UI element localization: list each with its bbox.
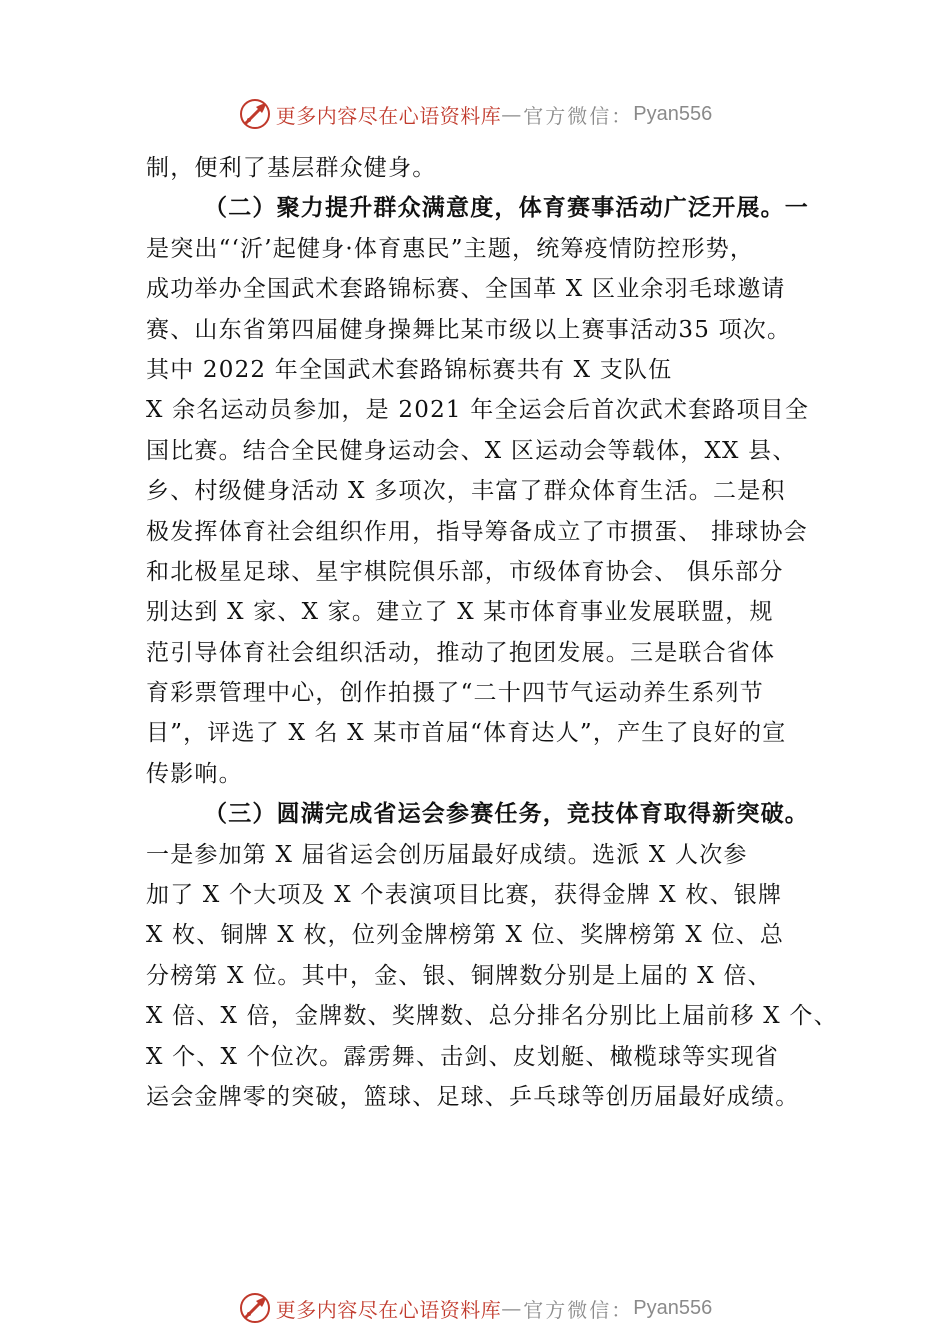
text-line: 分榜第 X 位。其中，金、银、铜牌数分别是上届的 X 倍、 (146, 962, 772, 989)
text-line: 运会金牌零的突破，篮球、足球、乒乓球等创历届最好成绩。 (146, 1083, 800, 1110)
text-line: 和北极星足球、星宇棋院俱乐部，市级体育协会、 俱乐部分 (146, 558, 784, 585)
text-line: 国比赛。结合全民健身运动会、X 区运动会等载体，XX 县、 (146, 437, 797, 464)
text-line: 是突出“‘沂’起健身·体育惠民”主题，统筹疫情防控形势， (146, 235, 755, 262)
banner-wechat-id: Pyan556 (633, 102, 713, 125)
text-line: 赛、山东省第四届健身操舞比某市级以上赛事活动35 项次。 (146, 316, 792, 343)
banner-red-text: 更多内容尽在心语资料库 (275, 1297, 502, 1322)
text-line: 传影响。 (146, 760, 243, 787)
text-line: （二）聚力提升群众满意度，体育赛事活动广泛开展。一 (204, 194, 809, 222)
banner-dash: — (501, 102, 524, 126)
text-line: 目”，评选了 X 名 X 某市首届“体育达人”，产生了良好的宣 (146, 720, 787, 747)
banner-red-text: 更多内容尽在心语资料库 (275, 103, 502, 128)
text-line: X 枚、铜牌 X 枚，位列金牌榜第 X 位、奖牌榜第 X 位、总 (146, 922, 785, 949)
section-heading-line (146, 794, 836, 834)
text-line: 一是参加第 X 届省运会创历届最好成绩。选派 X 人次参 (146, 841, 748, 868)
text-line: X 余名运动员参加，是 2021 年全运会后首次武术套路项目全 (146, 397, 810, 424)
banner-gray-text: 官方微信： (523, 1297, 634, 1322)
text-line: 加了 X 个大项及 X 个表演项目比赛，获得金牌 X 枚、银牌 (146, 882, 783, 909)
text-line: 其中 2022 年全国武术套路锦标赛共有 X 支队伍 (146, 356, 673, 383)
text-line: （三）圆满完成省运会参赛任务，竞技体育取得新突破。 (204, 800, 809, 828)
text-line: 制，便利了基层群众健身。 (146, 155, 437, 181)
quill-seal-icon (238, 97, 272, 131)
document-body (146, 148, 836, 1117)
banner-wechat-id: Pyan556 (633, 1296, 713, 1319)
text-line: 育彩票管理中心，创作拍摄了“二十四节气运动养生系列节 (146, 680, 764, 707)
header-watermark-banner (0, 94, 950, 134)
banner-dash: — (501, 1296, 524, 1320)
section-heading-line (146, 188, 836, 228)
text-line: 极发挥体育社会组织作用，指导筹备成立了市掼蛋、 排球协会 (146, 518, 808, 545)
quill-seal-icon (238, 1291, 272, 1325)
text-line: 范引导体育社会组织活动，推动了抱团发展。三是联合省体 (146, 639, 776, 666)
text-line: 成功举办全国武术套路锦标赛、全国革 X 区业余羽毛球邀请 (146, 276, 786, 303)
text-line: 乡、村级健身活动 X 多项次，丰富了群众体育生活。二是积 (146, 478, 786, 505)
text-line: X 倍、X 倍，金牌数、奖牌数、总分排名分别比上届前移 X 个、 (146, 1003, 838, 1030)
text-line: 别达到 X 家、X 家。建立了 X 某市体育事业发展联盟，规 (146, 599, 774, 626)
text-line: X 个、X 个位次。霹雳舞、击剑、皮划艇、橄榄球等实现省 (146, 1043, 779, 1070)
banner-gray-text: 官方微信： (523, 103, 634, 128)
footer-watermark-banner (0, 1288, 950, 1328)
